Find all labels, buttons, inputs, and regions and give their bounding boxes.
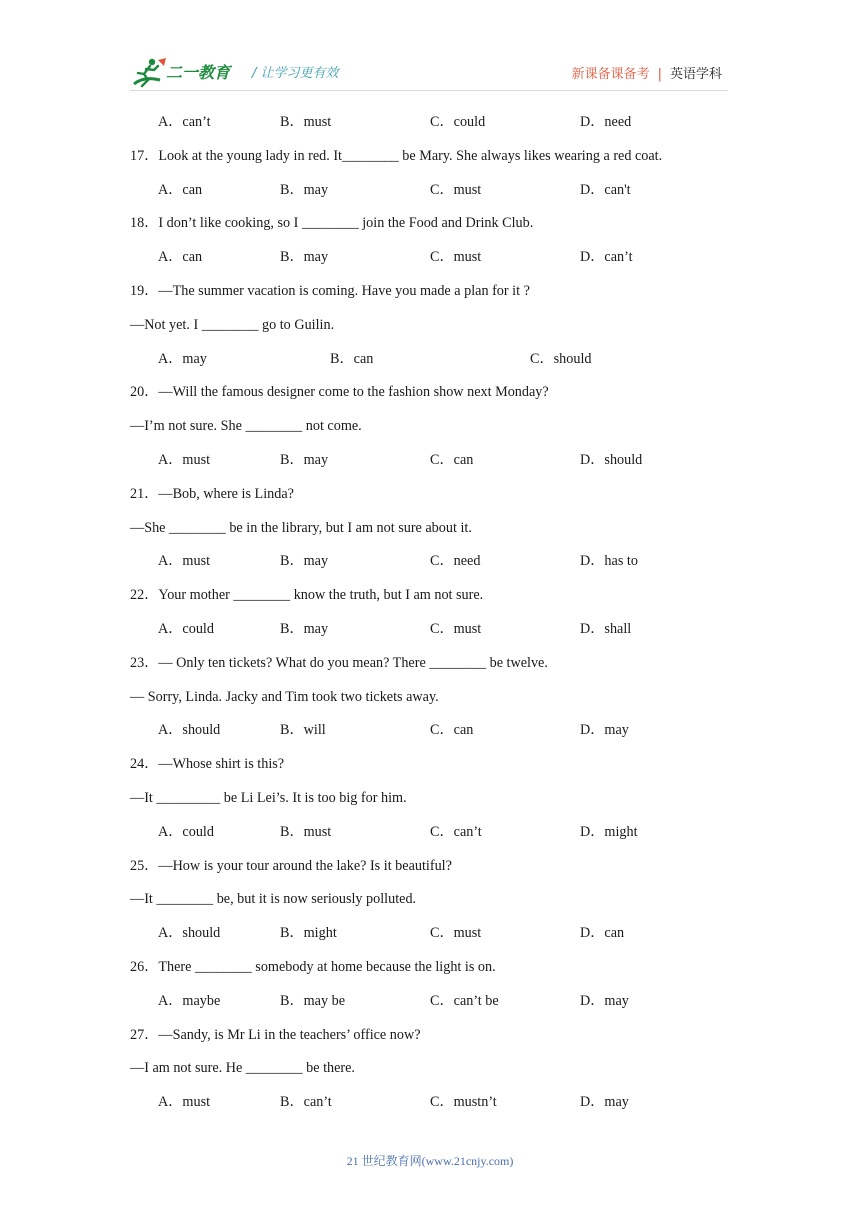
answer-option: A．maybe bbox=[158, 992, 221, 1009]
answer-option: B．may be bbox=[280, 992, 346, 1009]
answer-option: D．shall bbox=[580, 620, 632, 637]
answer-option: C．need bbox=[430, 553, 481, 570]
answer-option: C．mustn’t bbox=[430, 1094, 497, 1111]
answer-options-row bbox=[130, 549, 730, 583]
question-text-line: 23．— Only ten tickets? What do you mean? There ________ be twelve. bbox=[130, 654, 548, 671]
question-text-line: —It ________ be, but it is now seriously polluted. bbox=[130, 891, 417, 908]
question-text-line: 17．Look at the young lady in red. It________ be Mary. She always likes wearing a red coat. bbox=[130, 147, 663, 164]
answer-options-row bbox=[130, 921, 730, 955]
question-text-line: 26．There ________ somebody at home because the light is on. bbox=[130, 958, 496, 975]
page-header bbox=[130, 52, 730, 92]
question-text-line: —She ________ be in the library, but I am not sure about it. bbox=[130, 519, 472, 536]
answer-options-row bbox=[130, 245, 730, 279]
answer-options-row bbox=[130, 178, 730, 212]
question-text-line: — Sorry, Linda. Jacky and Tim took two tickets away. bbox=[130, 688, 439, 705]
answer-option: D．may bbox=[580, 992, 629, 1009]
header-slogan: / 让学习更有效 bbox=[252, 66, 339, 81]
answer-options-row bbox=[130, 820, 730, 854]
answer-option: C．can bbox=[430, 722, 474, 739]
answer-options-row bbox=[130, 1090, 730, 1124]
answer-option: A．can bbox=[158, 181, 203, 198]
answer-option: C．should bbox=[530, 350, 592, 367]
question-text-line: 20．—Will the famous designer come to the fashion show next Monday? bbox=[130, 384, 549, 401]
question-text-line: 25．—How is your tour around the lake? Is it beautiful? bbox=[130, 857, 452, 874]
answer-option: B．may bbox=[280, 620, 329, 637]
answer-options-row bbox=[130, 448, 730, 482]
answer-option: B．may bbox=[280, 553, 329, 570]
answer-option: A．can bbox=[158, 249, 203, 266]
question-text-line: 18．I don’t like cooking, so I ________ join the Food and Drink Club. bbox=[130, 215, 534, 232]
answer-option: B．will bbox=[280, 722, 326, 739]
question-text-line: —Not yet. I ________ go to Guilin. bbox=[130, 316, 335, 333]
answer-option: A．could bbox=[158, 823, 214, 840]
answer-option: B．can bbox=[330, 350, 374, 367]
answer-option: C．must bbox=[430, 620, 482, 637]
header-course-label: 新课备课备考 bbox=[571, 67, 650, 82]
header-separator: | bbox=[657, 67, 662, 82]
answer-option: D．can't bbox=[580, 181, 631, 198]
answer-option: D．can bbox=[580, 925, 625, 942]
logo-text: 二一教育 bbox=[166, 63, 231, 82]
answer-option: D．should bbox=[580, 451, 643, 468]
answer-option: B．might bbox=[280, 925, 337, 942]
question-text-line: 24．—Whose shirt is this? bbox=[130, 756, 285, 773]
answer-option: A．must bbox=[158, 451, 211, 468]
answer-option: C．can’t bbox=[430, 823, 482, 840]
answer-options-row bbox=[130, 347, 730, 381]
answer-option: A．could bbox=[158, 620, 214, 637]
answer-option: D．might bbox=[580, 823, 638, 840]
answer-option: B．must bbox=[280, 114, 332, 130]
question-text-line: 19．—The summer vacation is coming. Have you made a plan for it ? bbox=[130, 282, 530, 299]
answer-option: A．should bbox=[158, 722, 221, 739]
answer-option: D．may bbox=[580, 722, 629, 739]
answer-options-row bbox=[130, 617, 730, 651]
answer-option: A．can’t bbox=[158, 114, 211, 130]
question-text-line: —It _________ be Li Lei’s. It is too big for him. bbox=[130, 789, 407, 806]
answer-option: C．must bbox=[430, 181, 482, 198]
answer-option: A．must bbox=[158, 553, 211, 570]
question-text-line: 22．Your mother ________ know the truth, but I am not sure. bbox=[130, 587, 484, 604]
answer-option: C．must bbox=[430, 249, 482, 266]
answer-options-row bbox=[130, 989, 730, 1023]
answer-option: C．can bbox=[430, 451, 474, 468]
question-text-line: —I am not sure. He ________ be there. bbox=[130, 1060, 355, 1077]
page-footer: 21 世纪教育网(www.21cnjy.com) bbox=[346, 1154, 514, 1168]
answer-option: A．must bbox=[158, 1094, 211, 1111]
answer-option: B．may bbox=[280, 451, 329, 468]
answer-option: C．can’t be bbox=[430, 992, 499, 1009]
question-list bbox=[130, 110, 730, 1124]
answer-option: A．should bbox=[158, 925, 221, 942]
answer-option: B．may bbox=[280, 181, 329, 198]
answer-option: B．must bbox=[280, 823, 332, 840]
answer-option: C．could bbox=[430, 114, 486, 130]
answer-option: A．may bbox=[158, 350, 207, 367]
question-text-line: 21．—Bob, where is Linda? bbox=[130, 485, 294, 502]
answer-option: B．may bbox=[280, 249, 329, 266]
header-subject-label: 英语学科 bbox=[669, 67, 722, 82]
answer-option: D．has to bbox=[580, 553, 638, 570]
header-right bbox=[572, 63, 722, 82]
answer-options-row bbox=[130, 718, 730, 752]
question-text-line: 27．—Sandy, is Mr Li in the teachers’ office now? bbox=[130, 1026, 421, 1043]
answer-option: D．need bbox=[580, 114, 632, 130]
answer-option: C．must bbox=[430, 925, 482, 942]
answer-option: B．can’t bbox=[280, 1094, 332, 1111]
question-text-line: —I’m not sure. She ________ not come. bbox=[130, 418, 362, 435]
answer-option: D．may bbox=[580, 1094, 629, 1111]
answer-option: D．can’t bbox=[580, 249, 633, 266]
answer-options-row bbox=[130, 110, 730, 144]
header-divider bbox=[130, 90, 728, 91]
